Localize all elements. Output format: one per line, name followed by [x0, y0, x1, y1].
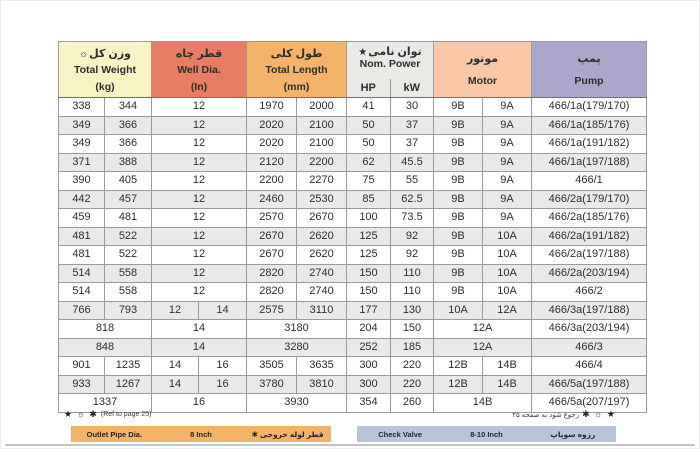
table-cell: 2100 [297, 116, 347, 135]
table-cell: 10A [483, 264, 532, 283]
table-cell: 12A [434, 338, 532, 357]
table-cell: 466/4 [532, 357, 647, 376]
table-row [59, 135, 647, 154]
table-cell: 12 [152, 172, 247, 191]
table-row [59, 264, 647, 283]
table-cell: 12 [152, 190, 247, 209]
table-cell: 10A [483, 283, 532, 302]
table-row [59, 246, 647, 265]
table-cell: 390 [59, 172, 105, 191]
table-cell: 344 [105, 98, 152, 117]
table-cell: 9B [434, 209, 483, 228]
check-valve-label-en: Check Valve [378, 429, 423, 439]
table-cell: 9B [434, 135, 483, 154]
table-row [59, 172, 647, 191]
table-cell: 9A [483, 98, 532, 117]
col-header-total-length: طول کلی Total Length (mm) [247, 42, 347, 98]
table-cell: 793 [105, 301, 152, 320]
table-cell: 9A [483, 172, 532, 191]
footnote-left-text: (Ref to page 25) [100, 411, 152, 418]
table-cell: 150 [391, 320, 434, 339]
table-row [59, 375, 647, 394]
table-cell: 92 [391, 227, 434, 246]
table-cell: 349 [59, 135, 105, 154]
table-cell: 2270 [297, 172, 347, 191]
table-cell: 466/3a(197/188) [532, 301, 647, 320]
table-cell: 9B [434, 227, 483, 246]
table-cell: 2570 [247, 209, 297, 228]
table-cell: 9B [434, 98, 483, 117]
table-cell: 16 [152, 394, 247, 413]
check-valve-bar [357, 426, 616, 442]
table-cell: 14 [152, 357, 199, 376]
table-cell: 14 [152, 375, 199, 394]
table-cell: 405 [105, 172, 152, 191]
table-cell: 2200 [247, 172, 297, 191]
table-cell: 522 [105, 246, 152, 265]
table-cell: 466/5a(197/188) [532, 375, 647, 394]
table-cell: 1267 [105, 375, 152, 394]
outlet-pipe-label-en: Outlet Pipe Dia. [86, 429, 143, 439]
table-cell: 220 [391, 357, 434, 376]
table-row [59, 338, 647, 357]
table-cell: 2020 [247, 116, 297, 135]
table-cell: 2620 [297, 227, 347, 246]
table-cell: 466/2a(179/170) [532, 190, 647, 209]
table-cell: 2670 [247, 246, 297, 265]
table-cell: 2670 [297, 209, 347, 228]
table-cell: 466/3a(203/194) [532, 320, 647, 339]
footnote-right-text: رجوع شود به صفحه ۲۵ [512, 411, 580, 419]
table-cell: 260 [391, 394, 434, 413]
power-units-subrow [347, 79, 433, 97]
col-header-total-weight: ☼وزن کل Total Weight (kg) [59, 42, 152, 98]
table-cell: 14B [434, 394, 532, 413]
table-cell: 933 [59, 375, 105, 394]
table-cell: 1337 [59, 394, 152, 413]
table-row [59, 227, 647, 246]
outlet-pipe-bar [71, 426, 331, 442]
table-cell: 466/2a(203/194) [532, 264, 647, 283]
footnote-left [64, 409, 151, 420]
table-cell: 16 [199, 357, 247, 376]
table-cell: 12 [152, 98, 247, 117]
table-cell: 9B [434, 153, 483, 172]
table-cell: 12 [152, 209, 247, 228]
table-cell: 388 [105, 153, 152, 172]
table-cell: 204 [347, 320, 391, 339]
table-cell: 12 [152, 264, 247, 283]
table-cell: 514 [59, 283, 105, 302]
check-valve-label-fa: رزوه سوپاپ [550, 429, 596, 439]
table-row [59, 301, 647, 320]
table-cell: 9B [434, 172, 483, 191]
table-cell: 2620 [297, 246, 347, 265]
table-cell: 110 [391, 264, 434, 283]
table-cell: 338 [59, 98, 105, 117]
table-cell: 514 [59, 264, 105, 283]
table-cell: 92 [391, 246, 434, 265]
table-cell: 366 [105, 135, 152, 154]
table-cell: 9B [434, 264, 483, 283]
table-cell: 901 [59, 357, 105, 376]
table-cell: 481 [59, 227, 105, 246]
table-cell: 12 [152, 301, 199, 320]
col-header-nom-power: ★توان نامی Nom. Power HP kW [347, 42, 434, 98]
pump-spec-table [58, 41, 647, 413]
table-cell: 12A [483, 301, 532, 320]
col-header-hp: HP [360, 82, 376, 94]
table-cell: 2670 [247, 227, 297, 246]
table-cell: 37 [391, 135, 434, 154]
table-cell: 9A [483, 190, 532, 209]
table-cell: 125 [347, 227, 391, 246]
table-cell: 9A [483, 135, 532, 154]
table-cell: 466/5a(207/197) [532, 394, 647, 413]
table-cell: 481 [105, 209, 152, 228]
table-cell: 766 [59, 301, 105, 320]
table-cell: 466/3 [532, 338, 647, 357]
table-cell: 349 [59, 116, 105, 135]
table-cell: 10A [483, 246, 532, 265]
table-cell: 466/1a(191/182) [532, 135, 647, 154]
table-cell: 252 [347, 338, 391, 357]
table-cell: 818 [59, 320, 152, 339]
table-cell: 3505 [247, 357, 297, 376]
col-header-kw: kW [390, 79, 434, 97]
table-cell: 9B [434, 190, 483, 209]
table-cell: 3780 [247, 375, 297, 394]
table-cell: 3180 [247, 320, 347, 339]
table-cell: 2820 [247, 264, 297, 283]
table-cell: 12B [434, 357, 483, 376]
table-cell: 12 [152, 135, 247, 154]
table-cell: 12 [152, 116, 247, 135]
table-cell: 2575 [247, 301, 297, 320]
page-bottom-edge [5, 444, 695, 446]
col-header-well-dia: قطر چاه Well Dia. (In) [152, 42, 247, 98]
table-row [59, 209, 647, 228]
table-cell: 220 [391, 375, 434, 394]
table-cell: 3930 [247, 394, 347, 413]
table-cell: 9B [434, 116, 483, 135]
table-cell: 457 [105, 190, 152, 209]
table-cell: 62.5 [391, 190, 434, 209]
table-cell: 2820 [247, 283, 297, 302]
table-row [59, 153, 647, 172]
table-cell: 2740 [297, 283, 347, 302]
table-cell: 100 [347, 209, 391, 228]
table-row [59, 320, 647, 339]
table-cell: 75 [347, 172, 391, 191]
table-cell: 459 [59, 209, 105, 228]
table-cell: 466/2a(185/176) [532, 209, 647, 228]
table-cell: 10A [483, 227, 532, 246]
table-cell: 16 [199, 375, 247, 394]
outlet-pipe-label-fa: ✱ قطر لوله خروجی [251, 429, 324, 439]
table-cell: 2200 [297, 153, 347, 172]
star-icon: ★ [358, 47, 368, 58]
table-cell: 558 [105, 283, 152, 302]
table-cell: 150 [347, 283, 391, 302]
table-cell: 466/2a(197/188) [532, 246, 647, 265]
table-cell: 3280 [247, 338, 347, 357]
table-cell: 12B [434, 375, 483, 394]
table-cell: 3635 [297, 357, 347, 376]
table-cell: 110 [391, 283, 434, 302]
table-cell: 1235 [105, 357, 152, 376]
table-cell: 2120 [247, 153, 297, 172]
table-cell: 3110 [297, 301, 347, 320]
footnote-symbols-fa: ★ ☼ ✱ [582, 409, 616, 419]
table-row [59, 98, 647, 117]
table-cell: 9A [483, 153, 532, 172]
table-cell: 45.5 [391, 153, 434, 172]
table-cell: 2740 [297, 264, 347, 283]
table-cell: 466/1 [532, 172, 647, 191]
table-cell: 55 [391, 172, 434, 191]
table-cell: 50 [347, 135, 391, 154]
table-cell: 14B [483, 375, 532, 394]
table-cell: 85 [347, 190, 391, 209]
table-cell: 366 [105, 116, 152, 135]
table-cell: 41 [347, 98, 391, 117]
table-cell: 558 [105, 264, 152, 283]
table-cell: 2530 [297, 190, 347, 209]
table-cell: 177 [347, 301, 391, 320]
table-cell: 9A [483, 209, 532, 228]
footnote-symbols: ★ ☼ ✱ [64, 409, 98, 419]
table-cell: 130 [391, 301, 434, 320]
table-cell: 300 [347, 375, 391, 394]
check-valve-value: 8-10 Inch [470, 429, 503, 439]
table-header [59, 42, 647, 98]
table-row [59, 190, 647, 209]
footnote-right [512, 409, 616, 420]
table-cell: 3810 [297, 375, 347, 394]
table-cell: 12 [152, 283, 247, 302]
table-cell: 848 [59, 338, 152, 357]
table-body [59, 98, 647, 413]
table-cell: 14 [152, 320, 247, 339]
table-cell: 150 [347, 264, 391, 283]
table-cell: 14B [483, 357, 532, 376]
table-cell: 522 [105, 227, 152, 246]
table-cell: 185 [391, 338, 434, 357]
table-row [59, 357, 647, 376]
table-cell: 481 [59, 246, 105, 265]
table-cell: 12 [152, 246, 247, 265]
col-header-pump: پمپ Pump [532, 42, 647, 98]
table-cell: 2000 [297, 98, 347, 117]
table-cell: 371 [59, 153, 105, 172]
col-header-motor: موتور Motor [434, 42, 532, 98]
table-cell: 50 [347, 116, 391, 135]
table-cell: 9A [483, 116, 532, 135]
table-cell: 125 [347, 246, 391, 265]
table-cell: 466/2 [532, 283, 647, 302]
table-cell: 37 [391, 116, 434, 135]
table-cell: 30 [391, 98, 434, 117]
outlet-pipe-value: 8 Inch [190, 429, 212, 439]
table-cell: 466/1a(179/170) [532, 98, 647, 117]
table-cell: 466/1a(185/176) [532, 116, 647, 135]
table-cell: 73.5 [391, 209, 434, 228]
table-cell: 300 [347, 357, 391, 376]
table-cell: 2100 [297, 135, 347, 154]
table-cell: 62 [347, 153, 391, 172]
table-cell: 9B [434, 283, 483, 302]
table-cell: 1970 [247, 98, 297, 117]
table-cell: 2460 [247, 190, 297, 209]
table-row [59, 283, 647, 302]
table-cell: 12A [434, 320, 532, 339]
table-cell: 466/2a(191/182) [532, 227, 647, 246]
table-cell: 466/1a(197/188) [532, 153, 647, 172]
table-cell: 14 [152, 338, 247, 357]
table-cell: 12 [152, 153, 247, 172]
table-cell: 9B [434, 246, 483, 265]
table-cell: 10A [434, 301, 483, 320]
table-row [59, 116, 647, 135]
table-cell: 12 [152, 227, 247, 246]
table-cell: 354 [347, 394, 391, 413]
table-cell: 14 [199, 301, 247, 320]
sun-icon: ☼ [78, 48, 89, 60]
table-cell: 2020 [247, 135, 297, 154]
table-cell: 442 [59, 190, 105, 209]
